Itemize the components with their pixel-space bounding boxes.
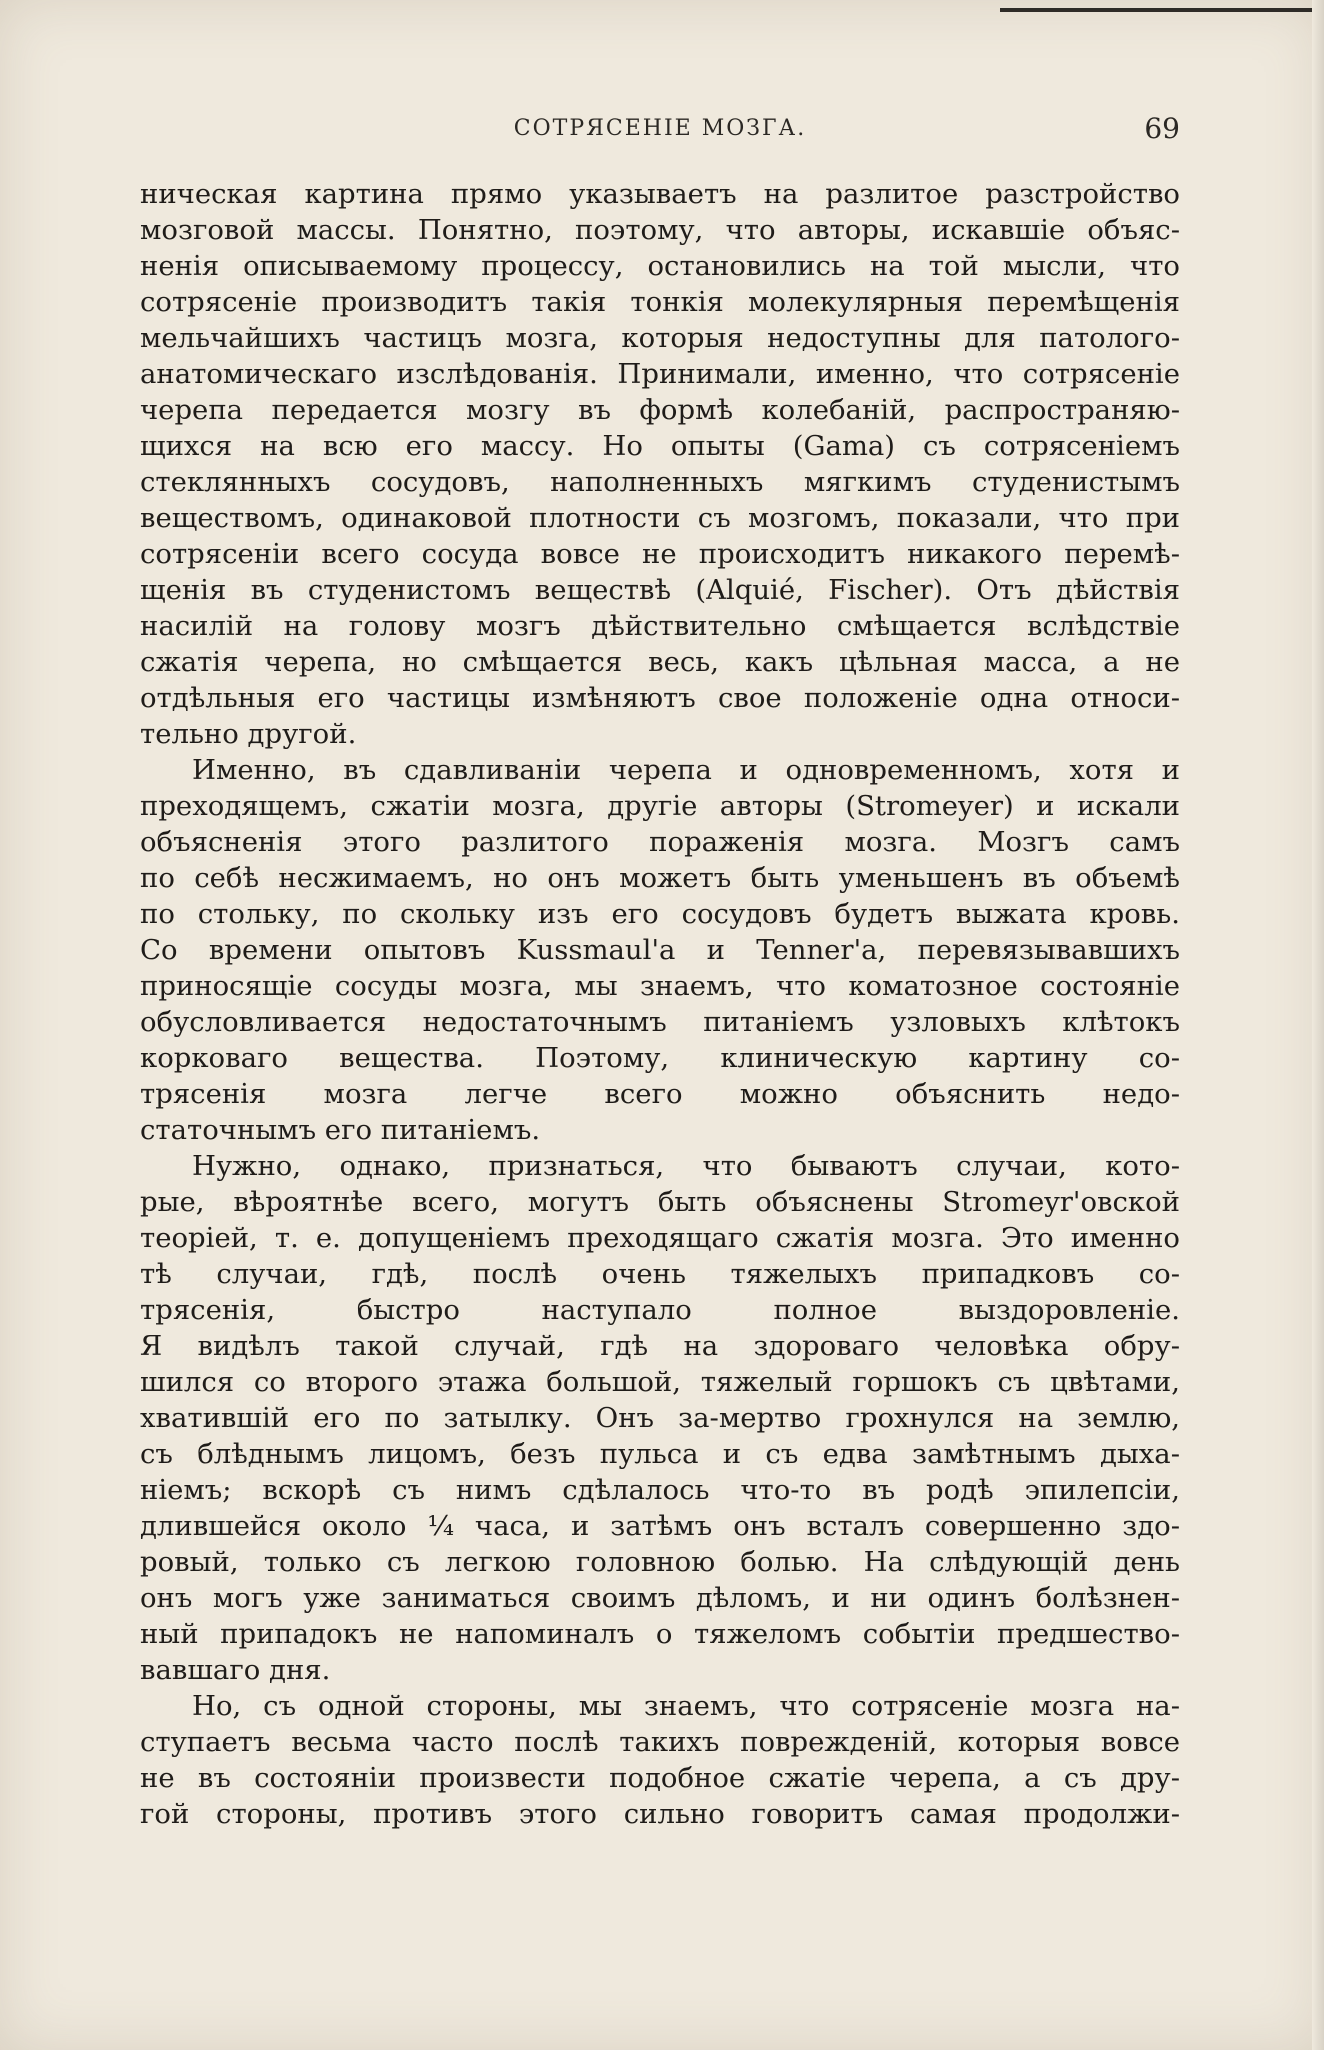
text-line: стеклянныхъ сосудовъ, наполненныхъ мягкимъ студенистымъ bbox=[140, 466, 1180, 498]
text-line: щихся на всю его массу. Но опыты (Gama) съ сотрясеніемъ bbox=[140, 430, 1180, 462]
body-text bbox=[140, 176, 1180, 1832]
text-line: трясенія мозга легче всего можно объяснить недо- bbox=[140, 1078, 1180, 1110]
text-line: Я видѣлъ такой случай, гдѣ на здороваго человѣка обру- bbox=[140, 1330, 1180, 1362]
text-line: преходящемъ, сжатіи мозга, другіе авторы (Stromeyer) и искали bbox=[140, 790, 1180, 822]
text-line: вавшаго дня. bbox=[140, 1654, 331, 1686]
page-header bbox=[140, 112, 1180, 152]
text-line: мельчайшихъ частицъ мозга, которыя недоступны для патолого- bbox=[140, 322, 1180, 354]
text-line: анатомическаго изслѣдованія. Принимали, именно, что сотрясеніе bbox=[140, 358, 1180, 390]
text-line: гой стороны, противъ этого сильно говоритъ самая продолжи- bbox=[140, 1798, 1180, 1830]
text-line: ническая картина прямо указываетъ на разлитое разстройство bbox=[140, 178, 1180, 210]
text-line: статочнымъ его питаніемъ. bbox=[140, 1114, 541, 1146]
text-line: длившейся около ¼ часа, и затѣмъ онъ всталъ совершенно здо- bbox=[140, 1510, 1180, 1542]
text-line: трясенія, быстро наступало полное выздоровленіе. bbox=[140, 1294, 1180, 1326]
text-line: объясненія этого разлитого пораженія мозга. Мозгъ самъ bbox=[140, 826, 1180, 858]
text-line: сотрясеніи всего сосуда вовсе не происходитъ никакого перемѣ- bbox=[140, 538, 1180, 570]
text-line: тѣ случаи, гдѣ, послѣ очень тяжелыхъ припадковъ со- bbox=[140, 1258, 1180, 1290]
text-line: сотрясеніе производитъ такія тонкія молекулярныя перемѣщенія bbox=[140, 286, 1180, 318]
text-line: теоріей, т. е. допущеніемъ преходящаго сжатія мозга. Это именно bbox=[140, 1222, 1180, 1254]
text-line: Именно, въ сдавливаніи черепа и одновременномъ, хотя и bbox=[192, 754, 1180, 786]
text-line: ный припадокъ не напоминалъ о тяжеломъ событіи предшество- bbox=[140, 1618, 1180, 1650]
text-line: рые, вѣроятнѣе всего, могутъ быть объяснены Stromeyr'овской bbox=[140, 1186, 1180, 1218]
text-line: Нужно, однако, признаться, что бываютъ случаи, кото- bbox=[192, 1150, 1180, 1182]
text-line: по стольку, по скольку изъ его сосудовъ будетъ выжата кровь. bbox=[140, 898, 1180, 930]
text-line: ступаетъ весьма часто послѣ такихъ поврежденій, которыя вовсе bbox=[140, 1726, 1180, 1758]
page-edge-shadow bbox=[1312, 0, 1324, 2050]
text-line: Но, съ одной стороны, мы знаемъ, что сотрясеніе мозга на- bbox=[192, 1690, 1180, 1722]
text-line: шился со второго этажа большой, тяжелый горшокъ съ цвѣтами, bbox=[140, 1366, 1180, 1398]
running-head: СОТРЯСЕНІЕ МОЗГА. bbox=[513, 116, 807, 141]
text-line: сжатія черепа, но смѣщается весь, какъ цѣльная масса, а не bbox=[140, 646, 1180, 678]
text-line: ровый, только съ легкою головною болью. На слѣдующій день bbox=[140, 1546, 1180, 1578]
text-line: черепа передается мозгу въ формѣ колебаній, распространяю- bbox=[140, 394, 1180, 426]
text-line: щенія въ студенистомъ веществѣ (Alquié, Fischer). Отъ дѣйствія bbox=[140, 574, 1180, 606]
text-line: мозговой массы. Понятно, поэтому, что авторы, искавшіе объяс- bbox=[140, 214, 1180, 246]
text-line: приносящіе сосуды мозга, мы знаемъ, что коматозное состояніе bbox=[140, 970, 1180, 1002]
text-line: съ блѣднымъ лицомъ, безъ пульса и съ едва замѣтнымъ дыха- bbox=[140, 1438, 1180, 1470]
text-line: хватившій его по затылку. Онъ за-мертво грохнулся на землю, bbox=[140, 1402, 1180, 1434]
text-line: обусловливается недостаточнымъ питаніемъ узловыхъ клѣтокъ bbox=[140, 1006, 1180, 1038]
text-line: отдѣльныя его частицы измѣняютъ свое положеніе одна относи- bbox=[140, 682, 1180, 714]
text-line: Со времени опытовъ Kussmaul'а и Tenner'а, перевязывавшихъ bbox=[140, 934, 1180, 966]
text-line: тельно другой. bbox=[140, 718, 357, 750]
text-line: по себѣ несжимаемъ, но онъ можетъ быть уменьшенъ въ объемѣ bbox=[140, 862, 1180, 894]
text-line: ненія описываемому процессу, остановились на той мысли, что bbox=[140, 250, 1180, 282]
text-line: веществомъ, одинаковой плотности съ мозгомъ, показали, что при bbox=[140, 502, 1180, 534]
text-line: насилій на голову мозгъ дѣйствительно смѣщается вслѣдствіе bbox=[140, 610, 1180, 642]
text-line: корковаго вещества. Поэтому, клиническую картину со- bbox=[140, 1042, 1180, 1074]
text-line: не въ состояніи произвести подобное сжатіе черепа, а съ дру- bbox=[140, 1762, 1180, 1794]
scan-edge-rule bbox=[1000, 8, 1320, 12]
text-line: онъ могъ уже заниматься своимъ дѣломъ, и ни одинъ болѣзнен- bbox=[140, 1582, 1180, 1614]
text-line: ніемъ; вскорѣ съ нимъ сдѣлалось что-то въ родѣ эпилепсіи, bbox=[140, 1474, 1180, 1506]
page-number: 69 bbox=[1144, 112, 1180, 145]
